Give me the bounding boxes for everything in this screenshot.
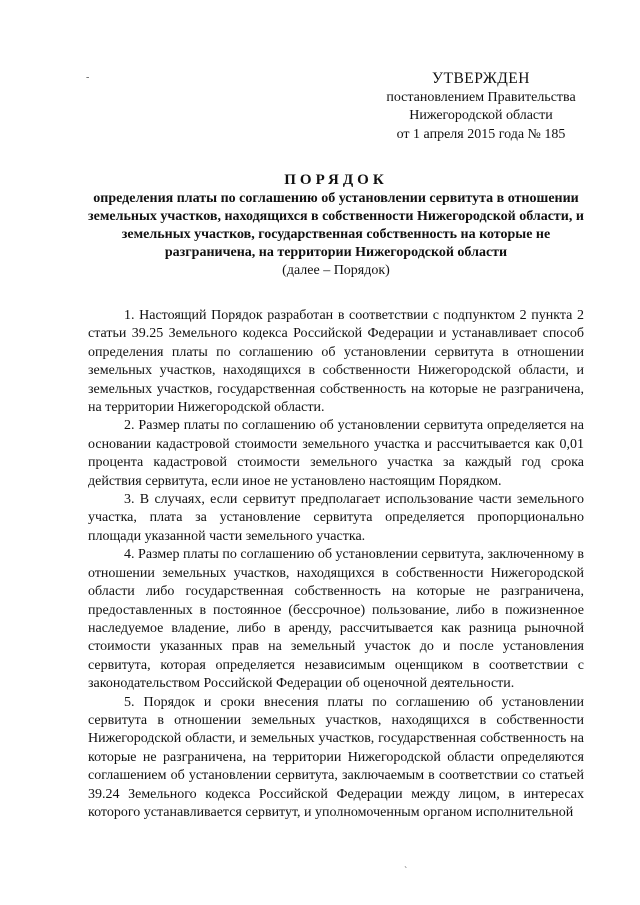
document-title: ПОРЯДОК: [284, 172, 388, 188]
scan-mark: -: [86, 72, 90, 83]
paragraph-4: 4. Размер платы по соглашению об установлении сервитута, заключенному в отношении земельных участков, находящихся в собственности Нижегородской области либо государственная собственность на которые не разграничена, предоставленных в постоянное (бессрочное) пользование, либо в пожизненное наследуемое владение, либо в аренду, рассчитывается как разница рыночной стоимости указанных прав на земельный участок до и после установления сервитута, которая определяется независимым оценщиком в соответствии с законодательством Российской Федерации об оценочной деятельности.: [88, 547, 584, 692]
document-body: [88, 307, 584, 822]
paragraph-2: 2. Размер платы по соглашению об установлении сервитута определяется на основании кадастровой стоимости земельного участка и рассчитывается как 0,01 процента кадастровой стоимости земельного участка за каждый год срока действия сервитута, если иное не установлено настоящим Порядком.: [88, 418, 584, 489]
approval-line-1: постановлением Правительства: [386, 89, 576, 105]
document-subtitle: определения платы по соглашению об установлении сервитута в отношении земельных участков, находящихся в собственности Нижегородской области, и земельных участков, государственная собственность на которые не разграничена, на территории Нижегородской области: [88, 191, 584, 260]
approval-line-3: от 1 апреля 2015 года № 185: [396, 126, 566, 142]
document-title-note: (далее – Порядок): [282, 263, 390, 278]
document-title-block: [88, 170, 584, 280]
approval-line-2: Нижегородской области: [409, 108, 553, 123]
scan-mark: `: [404, 866, 408, 877]
paragraph-1: 1. Настоящий Порядок разработан в соответствии с подпунктом 2 пункта 2 статьи 39.25 Земельного кодекса Российской Федерации и устанавливает способ определения платы по соглашению об установлении сервитута в отношении земельных участков, находящихся в собственности Нижегородской области, и земельных участков, государственная собственность на которые не разграничена, на территории Нижегородской области.: [88, 308, 584, 416]
approval-block: [366, 70, 596, 144]
paragraph-3: 3. В случаях, если сервитут предполагает использование части земельного участка, плата за установление сервитута определяется пропорционально площади указанной части земельного участка.: [88, 492, 584, 544]
paragraph-5: 5. Порядок и сроки внесения платы по соглашению об установлении сервитута в отношении земельных участков, находящихся в собственности Нижегородской области, и земельных участков, государственная собственность на которые не разграничена, на территории Нижегородской области определяются соглашением об установлении сервитута, заключаемым в соответствии со статьей 39.24 Земельного кодекса Российской Федерации между лицом, в интересах которого устанавливается сервитут, и уполномоченным органом исполнительной: [88, 694, 584, 820]
approved-heading: УТВЕРЖДЕН: [432, 70, 530, 87]
